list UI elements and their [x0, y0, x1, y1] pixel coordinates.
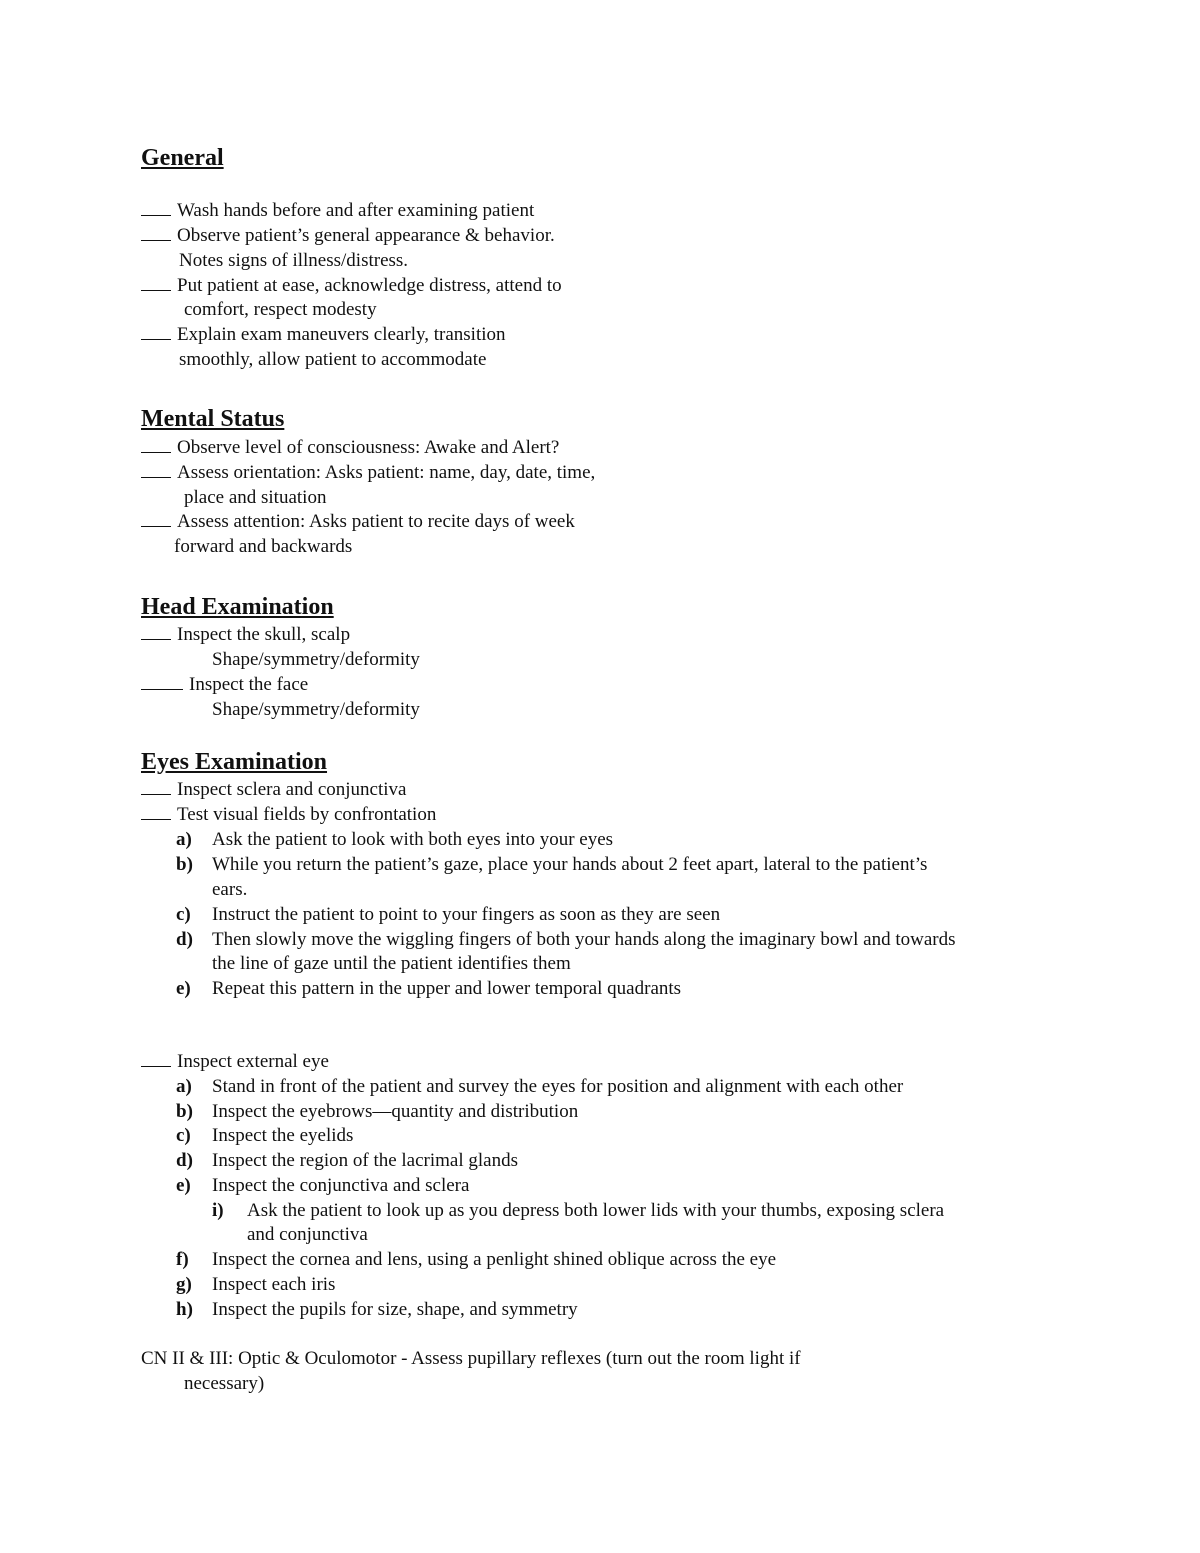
cranial-nerve-line-continuation: necessary) — [184, 1373, 265, 1394]
list-marker: d) — [176, 1150, 193, 1171]
checklist-item: Assess attention: Asks patient to recite days of week — [141, 510, 575, 534]
list-item: Inspect the eyebrows—quantity and distribution — [212, 1101, 579, 1122]
list-marker: b) — [176, 1101, 193, 1122]
list-item: Inspect the conjunctiva and sclera — [212, 1175, 470, 1196]
list-item: While you return the patient’s gaze, place your hands about 2 feet apart, lateral to the patient’s — [212, 854, 928, 875]
checkbox-blank[interactable] — [141, 1050, 171, 1067]
checkbox-blank[interactable] — [141, 623, 171, 640]
checkbox-blank[interactable] — [141, 199, 171, 216]
list-marker: b) — [176, 854, 193, 875]
list-marker: d) — [176, 929, 193, 950]
list-item: Repeat this pattern in the upper and lower temporal quadrants — [212, 978, 682, 999]
checklist-item-continuation: smoothly, allow patient to accommodate — [179, 349, 487, 370]
checklist-item: Explain exam maneuvers clearly, transition — [141, 323, 506, 347]
list-item: Ask the patient to look up as you depress both lower lids with your thumbs, exposing sclera — [247, 1200, 945, 1221]
section-heading-head-examination: Head Examination — [141, 594, 334, 620]
list-item: Inspect the pupils for size, shape, and symmetry — [212, 1299, 578, 1320]
checkbox-blank[interactable] — [141, 803, 171, 820]
section-heading-general: General — [141, 145, 224, 171]
list-marker: a) — [176, 1076, 192, 1097]
checkbox-blank[interactable] — [141, 323, 171, 340]
checklist-item-continuation: Notes signs of illness/distress. — [179, 250, 409, 271]
checkbox-blank[interactable] — [141, 510, 171, 527]
checklist-item: Inspect external eye — [141, 1050, 329, 1074]
list-marker: e) — [176, 978, 191, 999]
list-item: Then slowly move the wiggling fingers of both your hands along the imaginary bowl and towards — [212, 929, 956, 950]
list-item: Inspect the cornea and lens, using a penlight shined oblique across the eye — [212, 1249, 777, 1270]
cranial-nerve-line: CN II & III: Optic & Oculomotor - Assess pupillary reflexes (turn out the room light if — [141, 1348, 801, 1369]
checkbox-blank[interactable] — [141, 436, 171, 453]
list-marker: e) — [176, 1175, 191, 1196]
checklist-item-continuation: forward and backwards — [174, 536, 353, 557]
checklist-item: Wash hands before and after examining patient — [141, 199, 534, 223]
checklist-item-continuation: comfort, respect modesty — [184, 299, 377, 320]
checklist-item: Test visual fields by confrontation — [141, 803, 436, 827]
checklist-item: Inspect the skull, scalp — [141, 623, 350, 647]
list-item: Ask the patient to look with both eyes into your eyes — [212, 829, 614, 850]
checklist-item: Assess orientation: Asks patient: name, day, date, time, — [141, 461, 595, 485]
list-marker: h) — [176, 1299, 193, 1320]
list-marker: f) — [176, 1249, 189, 1270]
checklist-item: Inspect the face — [141, 673, 308, 697]
checklist-subitem: Shape/symmetry/deformity — [212, 699, 420, 720]
section-heading-eyes-examination: Eyes Examination — [141, 749, 328, 775]
list-item: Inspect the eyelids — [212, 1125, 354, 1146]
checklist-item-continuation: place and situation — [184, 487, 327, 508]
checkbox-blank[interactable] — [141, 224, 171, 241]
list-item-continuation: ears. — [212, 879, 248, 900]
checkbox-blank[interactable] — [141, 778, 171, 795]
list-marker: c) — [176, 1125, 191, 1146]
section-heading-mental-status: Mental Status — [141, 406, 285, 432]
list-item-continuation: the line of gaze until the patient identifies them — [212, 953, 571, 974]
list-item: Inspect each iris — [212, 1274, 336, 1295]
list-marker: g) — [176, 1274, 192, 1295]
checklist-item: Observe patient’s general appearance & behavior. — [141, 224, 555, 248]
list-item: Stand in front of the patient and survey the eyes for position and alignment with each other — [212, 1076, 904, 1097]
checklist-item: Observe level of consciousness: Awake and Alert? — [141, 436, 559, 460]
checklist-item: Put patient at ease, acknowledge distress, attend to — [141, 274, 562, 298]
list-item-continuation: and conjunctiva — [247, 1224, 368, 1245]
checkbox-blank[interactable] — [141, 274, 171, 291]
checklist-item: Inspect sclera and conjunctiva — [141, 778, 406, 802]
checklist-subitem: Shape/symmetry/deformity — [212, 649, 420, 670]
list-item: Inspect the region of the lacrimal glands — [212, 1150, 519, 1171]
list-marker: c) — [176, 904, 191, 925]
list-marker: i) — [212, 1200, 224, 1221]
checkbox-blank[interactable] — [141, 461, 171, 478]
list-marker: a) — [176, 829, 192, 850]
list-item: Instruct the patient to point to your fingers as soon as they are seen — [212, 904, 721, 925]
checkbox-blank[interactable] — [141, 673, 183, 690]
